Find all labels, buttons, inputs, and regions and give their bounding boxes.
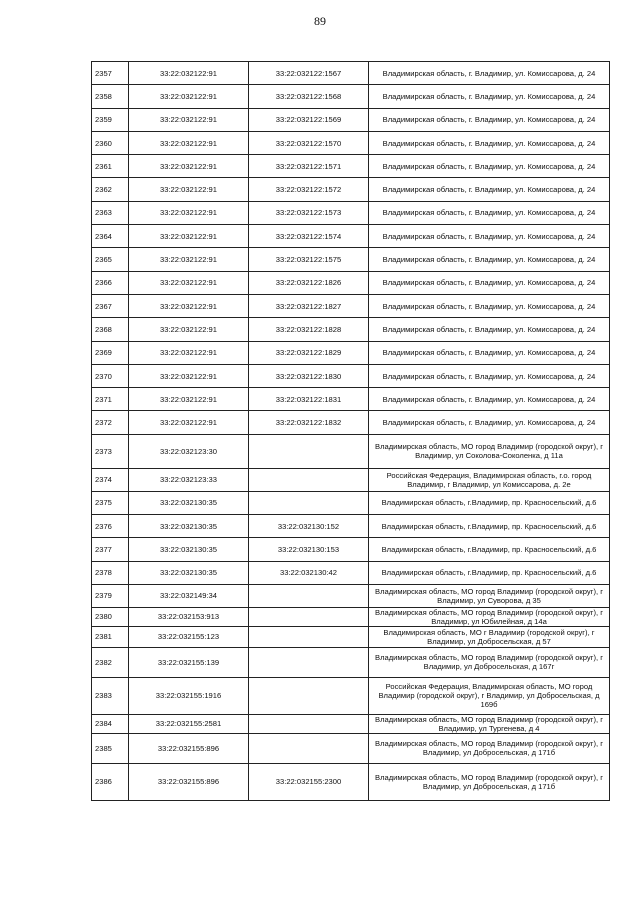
cadastral-number-cell: 33:22:032122:1828 <box>249 318 369 341</box>
registry-table-body <box>92 62 610 801</box>
table-row <box>92 294 610 317</box>
parent-cadastral-cell: 33:22:032130:35 <box>129 538 249 561</box>
parent-cadastral-cell: 33:22:032122:91 <box>129 131 249 154</box>
address-cell: Владимирская область, МО г Владимир (городской округ), г Владимир, ул Добросельская, д 57 <box>369 626 610 647</box>
table-row <box>92 364 610 387</box>
table-row <box>92 647 610 677</box>
table-row <box>92 225 610 248</box>
table-row <box>92 178 610 201</box>
table-row <box>92 201 610 224</box>
row-number-cell: 2371 <box>92 388 129 411</box>
parent-cadastral-cell: 33:22:032130:35 <box>129 491 249 514</box>
parent-cadastral-cell: 33:22:032122:91 <box>129 108 249 131</box>
parent-cadastral-cell: 33:22:032155:896 <box>129 763 249 800</box>
row-number-cell: 2357 <box>92 62 129 85</box>
table-row <box>92 677 610 714</box>
row-number-cell: 2384 <box>92 714 129 733</box>
table-row <box>92 538 610 561</box>
cadastral-number-cell: 33:22:032122:1826 <box>249 271 369 294</box>
address-cell: Владимирская область, г. Владимир, ул. Комиссарова, д. 24 <box>369 318 610 341</box>
row-number-cell: 2362 <box>92 178 129 201</box>
table-row <box>92 388 610 411</box>
address-cell: Владимирская область, г. Владимир, ул. Комиссарова, д. 24 <box>369 131 610 154</box>
parent-cadastral-cell: 33:22:032122:91 <box>129 341 249 364</box>
table-row <box>92 434 610 468</box>
cadastral-number-cell: 33:22:032122:1575 <box>249 248 369 271</box>
address-cell: Владимирская область, г. Владимир, ул. Комиссарова, д. 24 <box>369 62 610 85</box>
row-number-cell: 2376 <box>92 515 129 538</box>
row-number-cell: 2379 <box>92 584 129 607</box>
cadastral-number-cell <box>249 491 369 514</box>
table-row <box>92 155 610 178</box>
table-row <box>92 85 610 108</box>
cadastral-number-cell <box>249 434 369 468</box>
cadastral-number-cell <box>249 714 369 733</box>
row-number-cell: 2369 <box>92 341 129 364</box>
address-cell: Владимирская область, г. Владимир, ул. Комиссарова, д. 24 <box>369 178 610 201</box>
parent-cadastral-cell: 33:22:032122:91 <box>129 155 249 178</box>
cadastral-number-cell: 33:22:032122:1567 <box>249 62 369 85</box>
parent-cadastral-cell: 33:22:032122:91 <box>129 62 249 85</box>
address-cell: Владимирская область, г. Владимир, ул. Комиссарова, д. 24 <box>369 271 610 294</box>
parent-cadastral-cell: 33:22:032122:91 <box>129 248 249 271</box>
cadastral-number-cell <box>249 733 369 763</box>
parent-cadastral-cell: 33:22:032153:913 <box>129 607 249 626</box>
parent-cadastral-cell: 33:22:032122:91 <box>129 411 249 434</box>
cadastral-number-cell: 33:22:032122:1573 <box>249 201 369 224</box>
parent-cadastral-cell: 33:22:032122:91 <box>129 271 249 294</box>
row-number-cell: 2367 <box>92 294 129 317</box>
row-number-cell: 2360 <box>92 131 129 154</box>
cadastral-number-cell: 33:22:032122:1572 <box>249 178 369 201</box>
row-number-cell: 2381 <box>92 626 129 647</box>
parent-cadastral-cell: 33:22:032155:896 <box>129 733 249 763</box>
row-number-cell: 2366 <box>92 271 129 294</box>
table-row <box>92 411 610 434</box>
row-number-cell: 2368 <box>92 318 129 341</box>
cadastral-number-cell <box>249 677 369 714</box>
cadastral-number-cell: 33:22:032122:1574 <box>249 225 369 248</box>
address-cell: Владимирская область, г. Владимир, ул. Комиссарова, д. 24 <box>369 248 610 271</box>
row-number-cell: 2374 <box>92 468 129 491</box>
row-number-cell: 2363 <box>92 201 129 224</box>
address-cell: Российская Федерация, Владимирская область, г.о. город Владимир, г Владимир, ул Комиссарова, д. 2е <box>369 468 610 491</box>
address-cell: Владимирская область, г. Владимир, ул. Комиссарова, д. 24 <box>369 155 610 178</box>
cadastral-number-cell: 33:22:032122:1829 <box>249 341 369 364</box>
cadastral-number-cell: 33:22:032122:1569 <box>249 108 369 131</box>
cadastral-number-cell <box>249 626 369 647</box>
address-cell: Владимирская область, г.Владимир, пр. Красносельский, д.6 <box>369 561 610 584</box>
cadastral-number-cell: 33:22:032122:1568 <box>249 85 369 108</box>
address-cell: Владимирская область, г. Владимир, ул. Комиссарова, д. 24 <box>369 108 610 131</box>
parent-cadastral-cell: 33:22:032122:91 <box>129 388 249 411</box>
table-row <box>92 714 610 733</box>
parent-cadastral-cell: 33:22:032155:123 <box>129 626 249 647</box>
row-number-cell: 2385 <box>92 733 129 763</box>
table-row <box>92 271 610 294</box>
address-cell: Владимирская область, МО город Владимир (городской округ), г Владимир, ул Добросельская, д 167г <box>369 647 610 677</box>
cadastral-number-cell <box>249 647 369 677</box>
table-row <box>92 108 610 131</box>
cadastral-number-cell: 33:22:032122:1830 <box>249 364 369 387</box>
row-number-cell: 2365 <box>92 248 129 271</box>
table-row <box>92 733 610 763</box>
row-number-cell: 2386 <box>92 763 129 800</box>
address-cell: Владимирская область, МО город Владимир (городской округ), г Владимир, ул Добросельская, д 171б <box>369 733 610 763</box>
row-number-cell: 2380 <box>92 607 129 626</box>
parent-cadastral-cell: 33:22:032122:91 <box>129 318 249 341</box>
row-number-cell: 2373 <box>92 434 129 468</box>
row-number-cell: 2361 <box>92 155 129 178</box>
parent-cadastral-cell: 33:22:032155:2581 <box>129 714 249 733</box>
cadastral-number-cell <box>249 468 369 491</box>
cadastral-number-cell: 33:22:032130:153 <box>249 538 369 561</box>
row-number-cell: 2358 <box>92 85 129 108</box>
table-row <box>92 62 610 85</box>
address-cell: Владимирская область, г. Владимир, ул. Комиссарова, д. 24 <box>369 294 610 317</box>
address-cell: Владимирская область, МО город Владимир (городской округ), г Владимир, ул Юбилейная, д 14а <box>369 607 610 626</box>
cadastral-number-cell: 33:22:032122:1831 <box>249 388 369 411</box>
cadastral-number-cell: 33:22:032122:1827 <box>249 294 369 317</box>
page-number: 89 <box>314 14 326 28</box>
table-row <box>92 584 610 607</box>
table-row <box>92 341 610 364</box>
table-row <box>92 515 610 538</box>
address-cell: Владимирская область, МО город Владимир (городской округ), г Владимир, ул Тургенева, д 4 <box>369 714 610 733</box>
row-number-cell: 2382 <box>92 647 129 677</box>
parent-cadastral-cell: 33:22:032122:91 <box>129 178 249 201</box>
table-row <box>92 491 610 514</box>
row-number-cell: 2364 <box>92 225 129 248</box>
row-number-cell: 2370 <box>92 364 129 387</box>
parent-cadastral-cell: 33:22:032122:91 <box>129 364 249 387</box>
cadastral-number-cell: 33:22:032122:1571 <box>249 155 369 178</box>
parent-cadastral-cell: 33:22:032155:1916 <box>129 677 249 714</box>
parent-cadastral-cell: 33:22:032123:30 <box>129 434 249 468</box>
address-cell: Владимирская область, г. Владимир, ул. Комиссарова, д. 24 <box>369 411 610 434</box>
address-cell: Владимирская область, МО город Владимир (городской округ), г Владимир, ул Добросельская, д 171б <box>369 763 610 800</box>
address-cell: Владимирская область, г.Владимир, пр. Красносельский, д.6 <box>369 491 610 514</box>
address-cell: Владимирская область, г. Владимир, ул. Комиссарова, д. 24 <box>369 85 610 108</box>
table-row <box>92 561 610 584</box>
parent-cadastral-cell: 33:22:032122:91 <box>129 201 249 224</box>
cadastral-number-cell: 33:22:032122:1832 <box>249 411 369 434</box>
address-cell: Владимирская область, МО город Владимир (городской округ), г Владимир, ул Соколова-Соколенка, д 11а <box>369 434 610 468</box>
parent-cadastral-cell: 33:22:032155:139 <box>129 647 249 677</box>
table-row <box>92 248 610 271</box>
address-cell: Владимирская область, МО город Владимир (городской округ), г Владимир, ул Суворова, д 35 <box>369 584 610 607</box>
row-number-cell: 2383 <box>92 677 129 714</box>
table-row <box>92 607 610 626</box>
cadastral-number-cell <box>249 584 369 607</box>
cadastral-number-cell: 33:22:032130:152 <box>249 515 369 538</box>
cadastral-number-cell: 33:22:032130:42 <box>249 561 369 584</box>
registry-table <box>91 61 610 801</box>
table-row <box>92 318 610 341</box>
parent-cadastral-cell: 33:22:032149:34 <box>129 584 249 607</box>
address-cell: Российская Федерация, Владимирская область, МО город Владимир (городской округ), г Владимир, ул Добросельская, д 169б <box>369 677 610 714</box>
address-cell: Владимирская область, г. Владимир, ул. Комиссарова, д. 24 <box>369 201 610 224</box>
row-number-cell: 2378 <box>92 561 129 584</box>
parent-cadastral-cell: 33:22:032123:33 <box>129 468 249 491</box>
address-cell: Владимирская область, г. Владимир, ул. Комиссарова, д. 24 <box>369 225 610 248</box>
table-row <box>92 131 610 154</box>
cadastral-number-cell: 33:22:032155:2300 <box>249 763 369 800</box>
address-cell: Владимирская область, г. Владимир, ул. Комиссарова, д. 24 <box>369 364 610 387</box>
row-number-cell: 2377 <box>92 538 129 561</box>
parent-cadastral-cell: 33:22:032122:91 <box>129 225 249 248</box>
table-row <box>92 468 610 491</box>
table-row <box>92 763 610 800</box>
cadastral-number-cell <box>249 607 369 626</box>
parent-cadastral-cell: 33:22:032122:91 <box>129 85 249 108</box>
parent-cadastral-cell: 33:22:032122:91 <box>129 294 249 317</box>
row-number-cell: 2375 <box>92 491 129 514</box>
parent-cadastral-cell: 33:22:032130:35 <box>129 561 249 584</box>
address-cell: Владимирская область, г. Владимир, ул. Комиссарова, д. 24 <box>369 341 610 364</box>
cadastral-number-cell: 33:22:032122:1570 <box>249 131 369 154</box>
address-cell: Владимирская область, г.Владимир, пр. Красносельский, д.6 <box>369 538 610 561</box>
table-row <box>92 626 610 647</box>
row-number-cell: 2372 <box>92 411 129 434</box>
row-number-cell: 2359 <box>92 108 129 131</box>
address-cell: Владимирская область, г. Владимир, ул. Комиссарова, д. 24 <box>369 388 610 411</box>
parent-cadastral-cell: 33:22:032130:35 <box>129 515 249 538</box>
address-cell: Владимирская область, г.Владимир, пр. Красносельский, д.6 <box>369 515 610 538</box>
